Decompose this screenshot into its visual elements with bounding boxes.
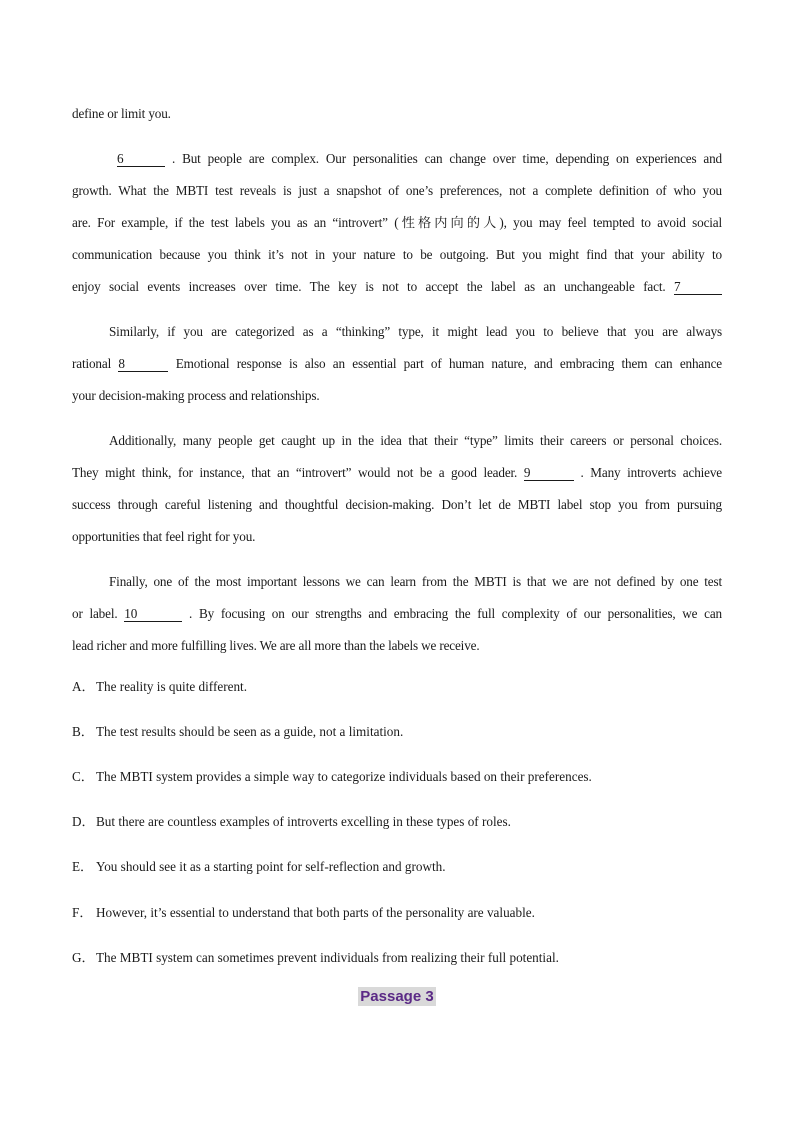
passage-body: [72, 98, 722, 662]
blank-8: 8: [118, 357, 168, 372]
option-e: [72, 857, 446, 877]
option-letter: A．: [72, 679, 95, 694]
paragraph-1: [72, 143, 722, 303]
option-text: The MBTI system can sometimes prevent individuals from realizing their full potential.: [96, 950, 559, 965]
option-text: The MBTI system provides a simple way to categorize individuals based on their preferences.: [96, 769, 592, 784]
paragraph-3: [72, 425, 722, 553]
option-text: However, it’s essential to understand that both parts of the personality are valuable.: [96, 905, 535, 920]
paragraph-line: Finally, one of the most important lessons we can learn from the MBTI is that we are not defined by one test: [109, 574, 722, 589]
paragraph-line: [72, 598, 722, 630]
option-text: The reality is quite different.: [96, 679, 247, 694]
option-text: The test results should be seen as a guide, not a limitation.: [96, 724, 404, 739]
option-g: [72, 948, 559, 968]
paragraph-text: Emotional response is also an essential part of human nature, and embracing them can enhance: [175, 356, 722, 371]
paragraph-line: your decision-making process and relationships.: [72, 388, 320, 403]
option-a: [72, 677, 247, 697]
option-letter: E．: [72, 859, 94, 874]
option-text: But there are countless examples of introverts excelling in these types of roles.: [96, 814, 511, 829]
paragraph-line: opportunities that feel right for you.: [72, 529, 256, 544]
option-b: [72, 722, 403, 742]
paragraph-text: enjoy social events increases over time. The key is not to accept the label as an unchangeable fact.: [72, 279, 666, 294]
paragraph-line: [72, 143, 722, 175]
paragraph-line: Additionally, many people get caught up in the idea that their “type” limits their careers or personal choices.: [109, 433, 722, 448]
paragraph-text: . But people are complex. Our personalities can change over time, depending on experiences and: [171, 151, 723, 166]
blank-7: 7: [674, 280, 722, 295]
paragraph-line: define or limit you.: [72, 106, 171, 121]
paragraph-line: are. For example, if the test labels you as an “introvert” (性格内向的人), you may feel tempted to avoid social: [72, 215, 722, 230]
blank-10: 10: [124, 607, 182, 622]
option-letter: B．: [72, 724, 94, 739]
paragraph-line: growth. What the MBTI test reveals is just a snapshot of one’s preferences, not a complete definition of who you: [72, 183, 722, 198]
paragraph-text: . By focusing on our strengths and embracing the full complexity of our personalities, we can: [189, 606, 723, 621]
blank-9: 9: [524, 466, 574, 481]
paragraph-2: [72, 316, 722, 412]
option-letter: G．: [72, 950, 95, 965]
option-letter: C．: [72, 769, 94, 784]
option-letter: F．: [72, 905, 93, 920]
passage-heading-text: Passage 3: [360, 988, 434, 1005]
paragraph-text: . Many introverts achieve: [580, 465, 723, 480]
paragraph-line: success through careful listening and thoughtful decision-making. Don’t let de MBTI label stop you from pursuing: [72, 497, 722, 512]
paragraph-text: rational: [72, 356, 112, 371]
paragraph-line: [72, 348, 722, 380]
paragraph-text: They might think, for instance, that an “introvert” would not be a good leader.: [72, 465, 518, 480]
paragraph-line: lead richer and more fulfilling lives. We are all more than the labels we receive.: [72, 638, 480, 653]
option-c: [72, 767, 592, 787]
blank-6: 6: [117, 152, 165, 167]
paragraph-line: Similarly, if you are categorized as a “thinking” type, it might lead you to believe that you are always: [109, 324, 722, 339]
paragraph-line: [72, 457, 722, 489]
option-f: [72, 903, 535, 923]
paragraph-line: [72, 271, 722, 303]
passage-heading: [0, 988, 794, 1006]
option-d: [72, 812, 511, 832]
paragraph-text: or label.: [72, 606, 118, 621]
paragraph-4: [72, 566, 722, 662]
paragraph-line: communication because you think it’s not in your nature to be outgoing. But you might find that your ability to: [72, 247, 722, 262]
option-text: You should see it as a starting point for self-reflection and growth.: [96, 859, 446, 874]
option-letter: D．: [72, 814, 95, 829]
